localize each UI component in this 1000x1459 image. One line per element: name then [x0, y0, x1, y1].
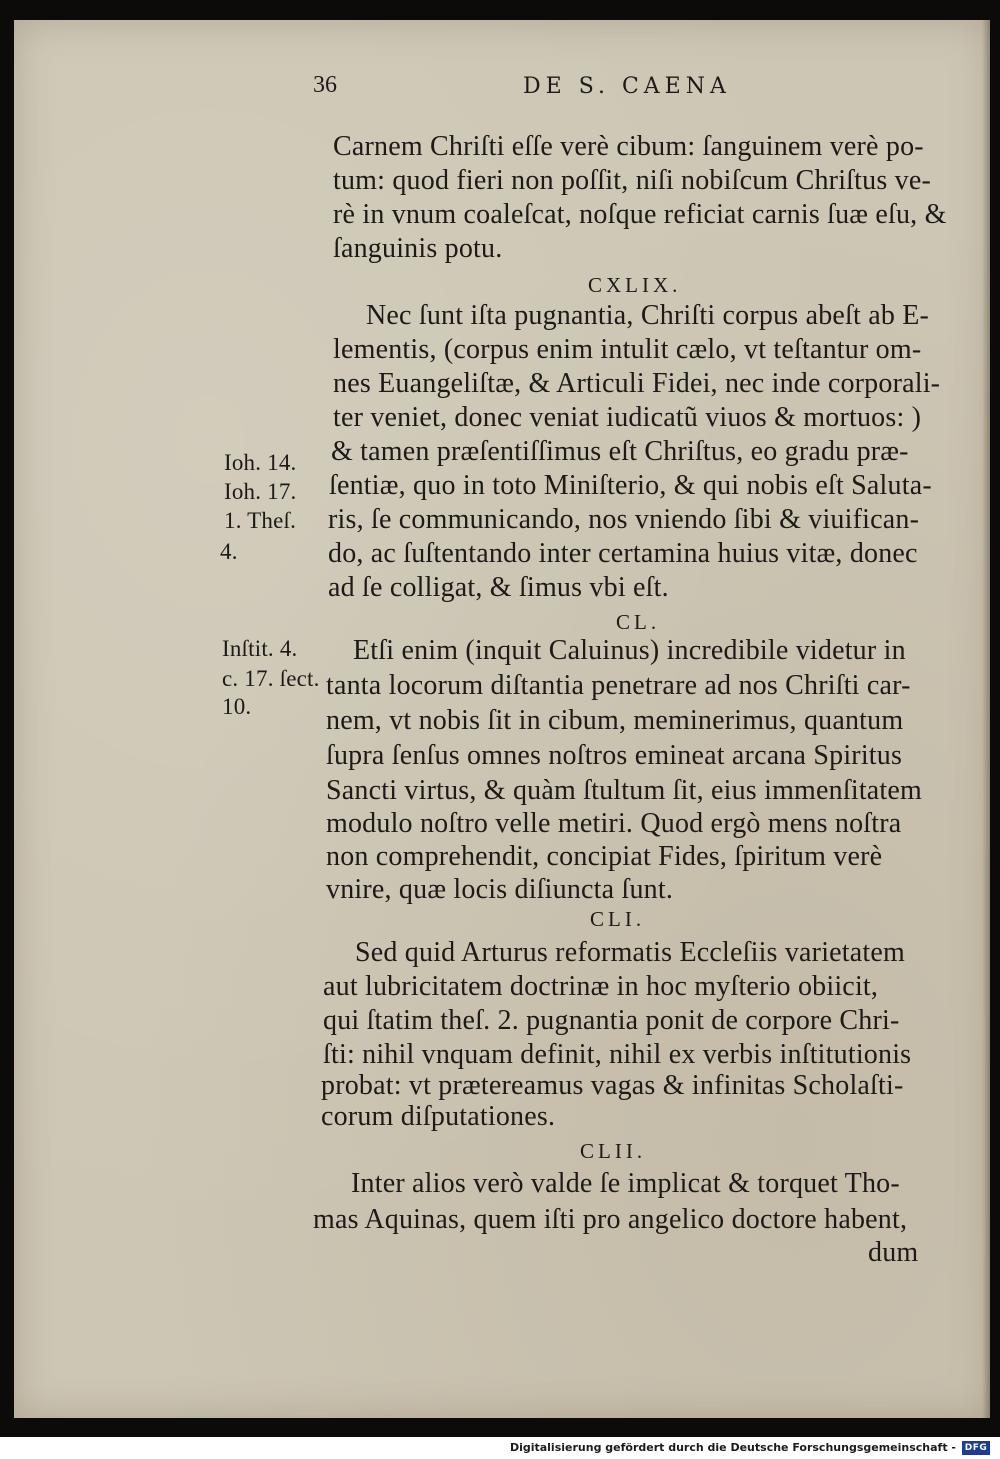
catchword: dum: [868, 1237, 919, 1268]
body-line: Carnem Chriſti eſſe verè cibum: ſanguinem verè po-: [333, 131, 924, 162]
section-number: CXLIX.: [588, 273, 682, 297]
page-edge-shadow: [982, 20, 990, 1418]
body-line: non comprehendit, concipiat Fides, ſpiritum verè: [326, 841, 883, 872]
body-line: modulo noſtro velle metiri. Quod ergò mens noſtra: [326, 808, 902, 839]
body-line: Etſi enim (inquit Caluinus) incredibile videtur in: [353, 635, 906, 666]
body-line: aut lubricitatem doctrinæ in hoc myſterio obiicit,: [323, 971, 879, 1002]
section-number: CLII.: [580, 1139, 647, 1163]
margin-note: 1. Theſ.: [224, 508, 297, 533]
body-line: vnire, quæ locis diſiuncta ſunt.: [326, 874, 674, 905]
running-title: DE S. CAENA: [523, 74, 731, 99]
margin-note: Inſtit. 4.: [222, 636, 298, 661]
body-line: Nec ſunt iſta pugnantia, Chriſti corpus abeſt ab E-: [366, 300, 930, 331]
margin-note: Ioh. 14.: [224, 450, 297, 475]
body-line: & tamen præſentiſſimus eſt Chriſtus, eo gradu præ-: [331, 436, 909, 467]
body-line: tum: quod fieri non poſſit, niſi nobiſcum Chriſtus ve-: [333, 165, 931, 196]
body-line: ſanguinis potu.: [333, 233, 503, 264]
body-line: nem, vt nobis ſit in cibum, meminerimus, quantum: [326, 705, 904, 736]
body-line: corum diſputationes.: [321, 1101, 556, 1132]
body-line: lementis, (corpus enim intulit cælo, vt teſtantur om-: [333, 334, 922, 365]
margin-note: c. 17. ſect.: [222, 666, 320, 691]
body-line: Sed quid Arturus reformatis Eccleſiis varietatem: [355, 937, 905, 968]
body-line: tanta locorum diſtantia penetrare ad nos Chriſti car-: [326, 670, 911, 701]
body-line: rè in vnum coaleſcat, noſque reficiat carnis ſuæ eſu, &: [333, 199, 947, 230]
dfg-logo: DFG: [962, 1441, 990, 1455]
body-line: ter veniet, donec veniat iudicatũ viuos & mortuos: ): [333, 402, 922, 433]
section-number: CL.: [616, 610, 661, 634]
section-number: CLI.: [590, 907, 646, 931]
body-line: ſentiæ, quo in toto Miniſterio, & qui nobis eſt Saluta-: [329, 470, 932, 501]
body-line: Sancti virtus, & quàm ſtultum ſit, eius immenſitatem: [326, 775, 923, 806]
running-head: [313, 72, 743, 108]
margin-note: 10.: [222, 694, 252, 719]
margin-note: 4.: [220, 539, 238, 564]
body-line: ſupra ſenſus omnes noſtros emineat arcana Spiritus: [326, 740, 903, 771]
body-line: ad ſe colligat, & ſimus vbi eſt.: [328, 572, 669, 603]
funding-notice: Digitalisierung gefördert durch die Deutsche Forschungsgemeinschaft -: [509, 1441, 956, 1454]
body-line: do, ac ſuſtentando inter certamina huius vitæ, donec: [328, 538, 918, 569]
body-line: Inter alios verò valde ſe implicat & torquet Tho-: [351, 1168, 900, 1199]
body-line: probat: vt prætereamus vagas & infinitas Scholaſti-: [321, 1070, 904, 1101]
footer-bar: [0, 1437, 1000, 1459]
body-line: nes Euangeliſtæ, & Articuli Fidei, nec inde corporali-: [333, 368, 941, 399]
body-line: mas Aquinas, quem iſti pro angelico doctore habent,: [313, 1204, 908, 1235]
body-line: qui ſtatim theſ. 2. pugnantia ponit de corpore Chri-: [323, 1005, 900, 1036]
margin-note: Ioh. 17.: [224, 479, 297, 504]
page-number: 36: [313, 72, 337, 98]
body-line: ris, ſe communicando, nos vniendo ſibi & viuifican-: [328, 504, 920, 535]
body-line: ſti: nihil vnquam definit, nihil ex verbis inſtitutionis: [323, 1039, 912, 1070]
